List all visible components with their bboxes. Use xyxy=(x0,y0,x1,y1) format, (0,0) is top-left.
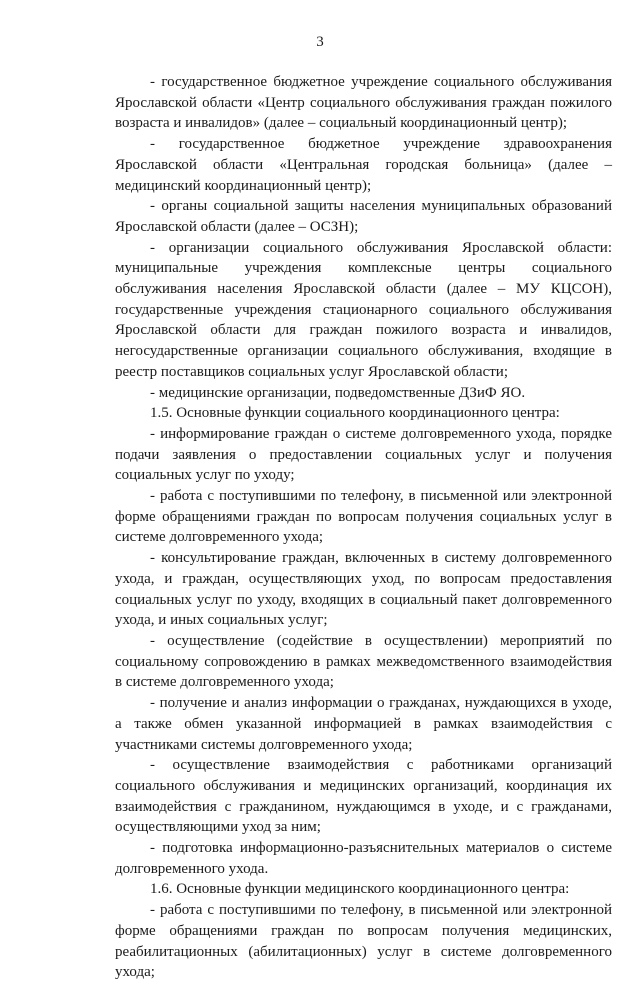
list-item-informing: - информирование граждан о системе долговременного ухода, порядке подачи заявления о предоставлении социальных услуг и получения социальных услуг по уходу; xyxy=(115,425,612,484)
section-heading-1-6: 1.6. Основные функции медицинского координационного центра: xyxy=(150,881,570,898)
list-item-materials: - подготовка информационно-разъяснительных материалов о системе долговременного ухода. xyxy=(115,840,612,877)
list-item-medical-appeals: - работа с поступившими по телефону, в письменной или электронной форме обращениями граждан по вопросам получения медицинских, реабилитационных (абилитационных) услуг в системе долговременного ухода; xyxy=(115,902,612,981)
list-item-information-exchange: - получение и анализ информации о гражданах, нуждающихся в уходе, а также обмен указанной информацией в рамках взаимодействия с участниками системы долговременного ухода; xyxy=(115,695,612,753)
page-number: 3 xyxy=(316,34,324,50)
section-heading-1-5: 1.5. Основные функции социального координационного центра: xyxy=(150,405,560,422)
paragraph-medical-center: - государственное бюджетное учреждение здравоохранения Ярославской области «Центральная городская больница» (далее – медицинский координационный центр); xyxy=(115,136,612,194)
list-item-support: - осуществление (содействие в осуществлении) мероприятий по социальному сопровождению в рамках межведомственного взаимодействия в системе долговременного ухода; xyxy=(115,632,612,691)
paragraph-medical-organizations: - медицинские организации, подведомственные ДЗиФ ЯО. xyxy=(150,384,526,401)
list-item-coordination: - осуществление взаимодействия с работниками организаций социального обслуживания и медицинских организаций, координация их взаимодействия с гражданином, нуждающимся в уходе, и с гражданами, осуществляющими уход за ним; xyxy=(115,757,612,836)
paragraph-oszn: - органы социальной защиты населения муниципальных образований Ярославской области (далее – ОСЗН); xyxy=(115,198,612,235)
document-body xyxy=(115,72,612,983)
list-item-consulting: - консультирование граждан, включенных в систему долговременного ухода, и граждан, осуществляющих уход, по вопросам предоставления социальных услуг по уходу, входящих в социальный пакет долговременного ухода, и иных социальных услуг; xyxy=(115,550,612,629)
paragraph-social-organizations: - организации социального обслуживания Ярославской области: муниципальные учреждения комплексные центры социального обслуживания населения Ярославской области (далее – МУ КЦСОН), государственные учреждения стационарного социального обслуживания Ярославской области для граждан пожилого возраста и инвалидов, негосударственные организации социального обслуживания, входящие в реестр поставщиков социальных услуг Ярославской области; xyxy=(115,239,612,380)
paragraph-szco-center: - государственное бюджетное учреждение социального обслуживания Ярославской области «Центр социального обслуживания граждан пожилого возраста и инвалидов» (далее – социальный координационный центр); xyxy=(115,74,612,132)
list-item-appeals: - работа с поступившими по телефону, в письменной или электронной форме обращениями граждан по вопросам получения социальных услуг в системе долговременного ухода; xyxy=(115,488,612,546)
